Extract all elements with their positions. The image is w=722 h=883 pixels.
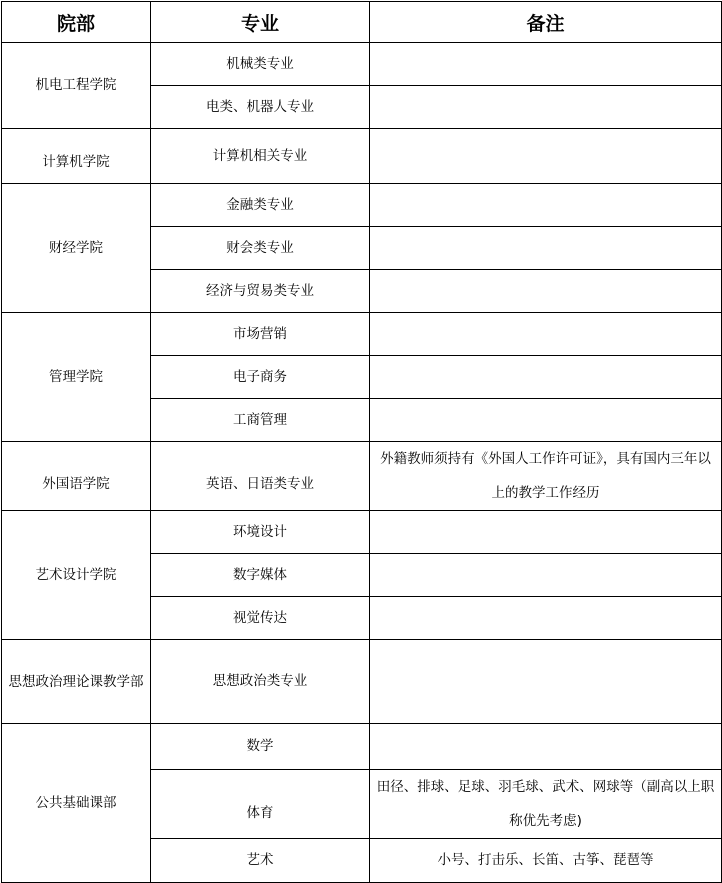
major-cell: 计算机相关专业 xyxy=(151,129,370,184)
remark-cell xyxy=(370,511,722,554)
remark-cell xyxy=(370,129,722,184)
major-cell: 财会类专业 xyxy=(151,227,370,270)
table-row xyxy=(2,640,722,724)
department-cell: 公共基础课部 xyxy=(2,724,151,883)
recruitment-table xyxy=(1,1,722,883)
department-cell: 财经学院 xyxy=(2,184,151,313)
header-row xyxy=(2,2,722,43)
remark-cell xyxy=(370,313,722,356)
table-row xyxy=(2,43,722,86)
remark-cell xyxy=(370,724,722,770)
remark-cell xyxy=(370,554,722,597)
major-cell: 环境设计 xyxy=(151,511,370,554)
major-cell: 数字媒体 xyxy=(151,554,370,597)
remark-cell xyxy=(370,227,722,270)
department-cell: 管理学院 xyxy=(2,313,151,442)
major-cell: 视觉传达 xyxy=(151,597,370,640)
major-cell: 金融类专业 xyxy=(151,184,370,227)
department-cell: 外国语学院 xyxy=(2,442,151,511)
major-cell: 思想政治类专业 xyxy=(151,640,370,724)
major-cell: 数学 xyxy=(151,724,370,770)
major-cell: 电类、机器人专业 xyxy=(151,86,370,129)
department-cell: 机电工程学院 xyxy=(2,43,151,129)
major-cell: 电子商务 xyxy=(151,356,370,399)
remark-cell xyxy=(370,43,722,86)
remark-cell xyxy=(370,640,722,724)
remark-cell xyxy=(370,597,722,640)
department-cell: 计算机学院 xyxy=(2,129,151,184)
remark-cell: 小号、打击乐、长笛、古筝、琵琶等 xyxy=(370,839,722,883)
remark-cell xyxy=(370,399,722,442)
header-major: 专业 xyxy=(151,2,370,43)
major-cell: 机械类专业 xyxy=(151,43,370,86)
major-cell: 艺术 xyxy=(151,839,370,883)
remark-cell xyxy=(370,184,722,227)
major-cell: 体育 xyxy=(151,770,370,839)
remark-cell: 田径、排球、足球、羽毛球、武术、网球等（副高以上职称优先考虑) xyxy=(370,770,722,839)
table-row xyxy=(2,129,722,184)
remark-cell xyxy=(370,270,722,313)
table-row xyxy=(2,184,722,227)
header-department: 院部 xyxy=(2,2,151,43)
remark-cell xyxy=(370,356,722,399)
major-cell: 经济与贸易类专业 xyxy=(151,270,370,313)
major-cell: 英语、日语类专业 xyxy=(151,442,370,511)
department-cell: 艺术设计学院 xyxy=(2,511,151,640)
table-row xyxy=(2,724,722,770)
header-remark: 备注 xyxy=(370,2,722,43)
table-row xyxy=(2,442,722,511)
table-row xyxy=(2,313,722,356)
major-cell: 工商管理 xyxy=(151,399,370,442)
table-row xyxy=(2,511,722,554)
remark-cell xyxy=(370,86,722,129)
remark-cell: 外籍教师须持有《外国人工作许可证》，具有国内三年以上的教学工作经历 xyxy=(370,442,722,511)
major-cell: 市场营销 xyxy=(151,313,370,356)
department-cell: 思想政治理论课教学部 xyxy=(2,640,151,724)
